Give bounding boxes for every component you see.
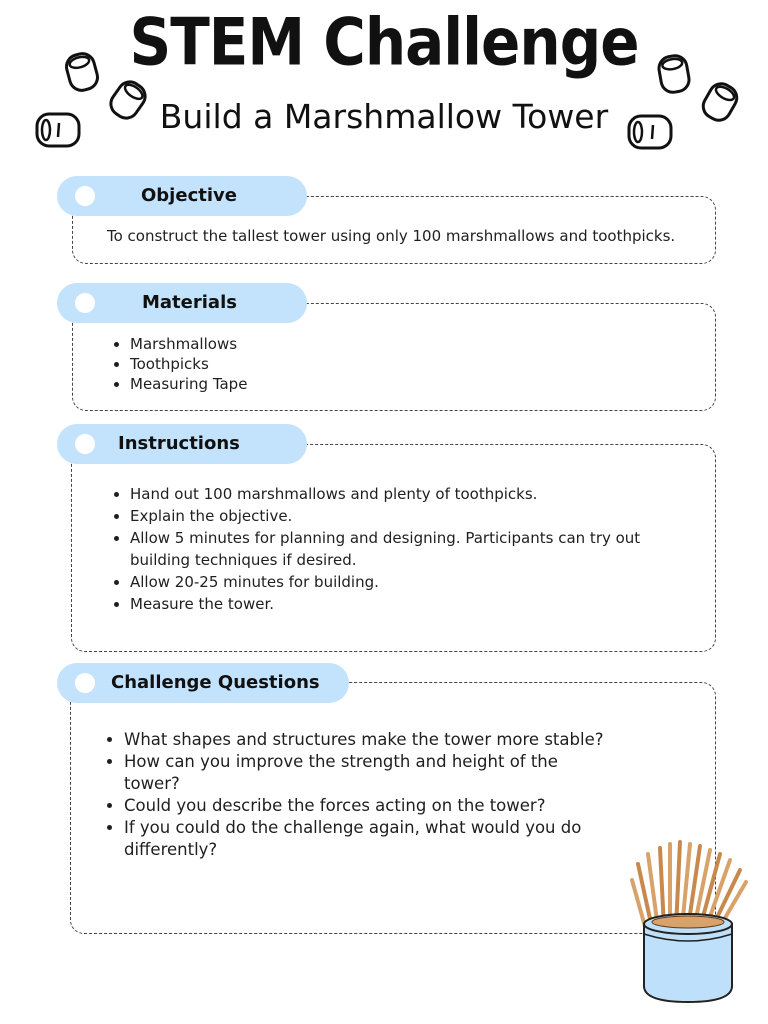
list-item: • What shapes and structures make the tower more stable? bbox=[124, 729, 607, 751]
marshmallow-icon bbox=[626, 108, 674, 156]
materials-list bbox=[108, 334, 668, 394]
questions-heading-pill bbox=[57, 663, 349, 703]
list-item: • Explain the objective. bbox=[130, 505, 668, 527]
marshmallow-icon bbox=[104, 76, 152, 124]
questions-heading: Challenge Questions bbox=[111, 672, 320, 693]
list-item: • Hand out 100 marshmallows and plenty of toothpicks. bbox=[130, 483, 668, 505]
objective-heading: Objective bbox=[141, 185, 237, 206]
objective-text: To construct the tallest tower using only 100 marshmallows and toothpicks. bbox=[107, 227, 676, 245]
list-item: • Marshmallows bbox=[130, 334, 668, 354]
marshmallow-icon bbox=[696, 78, 744, 126]
marshmallow-icon bbox=[34, 106, 82, 154]
page-title: STEM Challenge bbox=[129, 4, 639, 81]
instructions-heading: Instructions bbox=[118, 433, 240, 454]
list-item: • If you could do the challenge again, what would you do differently? bbox=[124, 817, 607, 861]
instructions-heading-pill bbox=[57, 424, 307, 464]
list-item: • Allow 5 minutes for planning and designing. Participants can try out building techniques if desired. bbox=[130, 527, 668, 571]
list-item: • Allow 20-25 minutes for building. bbox=[130, 571, 668, 593]
list-item: • Toothpicks bbox=[130, 354, 668, 374]
list-item: • Measure the tower. bbox=[130, 593, 668, 615]
materials-heading: Materials bbox=[142, 292, 237, 313]
bullet-dot-icon bbox=[75, 293, 95, 313]
objective-heading-pill bbox=[57, 176, 307, 216]
list-item: • Could you describe the forces acting on the tower? bbox=[124, 795, 607, 817]
marshmallow-icon bbox=[650, 50, 698, 98]
instructions-list bbox=[108, 483, 668, 615]
bullet-dot-icon bbox=[75, 186, 95, 206]
list-item: • How can you improve the strength and height of the tower? bbox=[124, 751, 607, 795]
bullet-dot-icon bbox=[75, 434, 95, 454]
list-item: • Measuring Tape bbox=[130, 374, 668, 394]
page-subtitle: Build a Marshmallow Tower bbox=[159, 97, 609, 136]
bullet-dot-icon bbox=[75, 673, 95, 693]
materials-heading-pill bbox=[57, 283, 307, 323]
toothpick-jar-icon bbox=[630, 836, 750, 1006]
questions-list bbox=[102, 729, 607, 861]
marshmallow-icon bbox=[58, 48, 106, 96]
